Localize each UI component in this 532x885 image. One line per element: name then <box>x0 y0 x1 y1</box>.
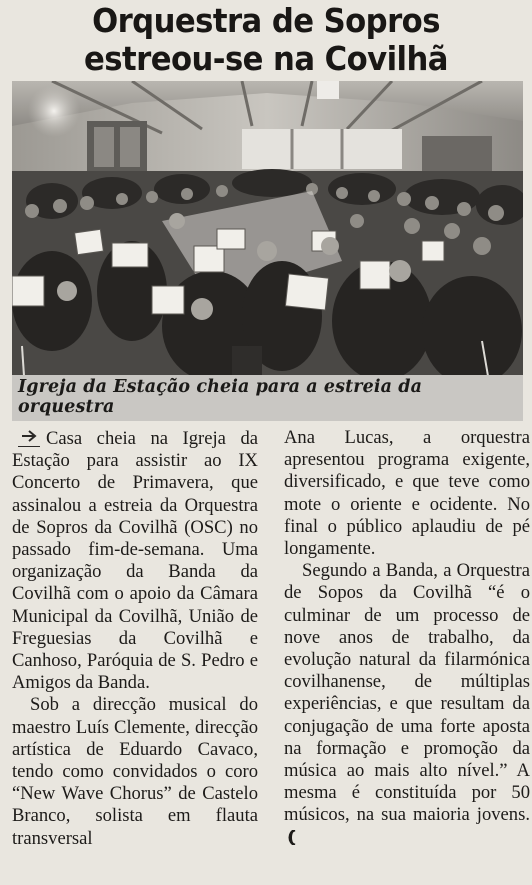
right-column <box>284 427 530 849</box>
end-of-article-icon <box>287 830 296 845</box>
closing-paragraph <box>284 560 530 849</box>
concert-photo <box>12 81 523 376</box>
body-paragraph: Sob a direcção musical do maestro Luís Clemente, direcção artística de Eduardo Cavaco, tendo como convidados o coro “New Wave Chorus” de Castelo Branco, solista em flauta transversal <box>12 694 258 849</box>
continued-paragraph: Ana Lucas, a orquestra apresentou programa exigente, diversificado, e que teve como mote o oriente e ocidente. No final o público aplaudiu de pé longamente. <box>284 427 530 560</box>
headline: Orquestra de Sopros estreou-se na Covilhã <box>84 1 448 78</box>
lead-paragraph-text: Casa cheia na Igreja da Estação para assistir ao IX Concerto de Primavera, que assinalou a estreia da Orquestra de Sopros da Covilhã (OSC) no passado fim-de-semana. Uma organização da Banda da Covilhã com o apoio da Câmara Municipal da Covilhã, União de Freguesias da Covilhã e Canhoso, Paróquia de S. Pedro e Amigos da Banda. <box>12 428 258 694</box>
arrow-right-icon <box>18 427 40 447</box>
lead-paragraph <box>12 427 258 694</box>
left-column <box>12 427 258 850</box>
photo-caption: Igreja da Estação cheia para a estreia da orquestra <box>18 377 423 417</box>
closing-paragraph-text: Segundo a Banda, a Orquestra de Sopos da Covilhã “é o culminar de um processo de nove anos de trabalho, da evolução natural da filarmónica covilhanense, de múltiplas experiências, e que resultam da conjugação de uma forte aposta na formação e promoção da música ao mais alto nível.” A mesma é constituída por 50 músicos, na sua maioria jovens. <box>284 560 530 826</box>
